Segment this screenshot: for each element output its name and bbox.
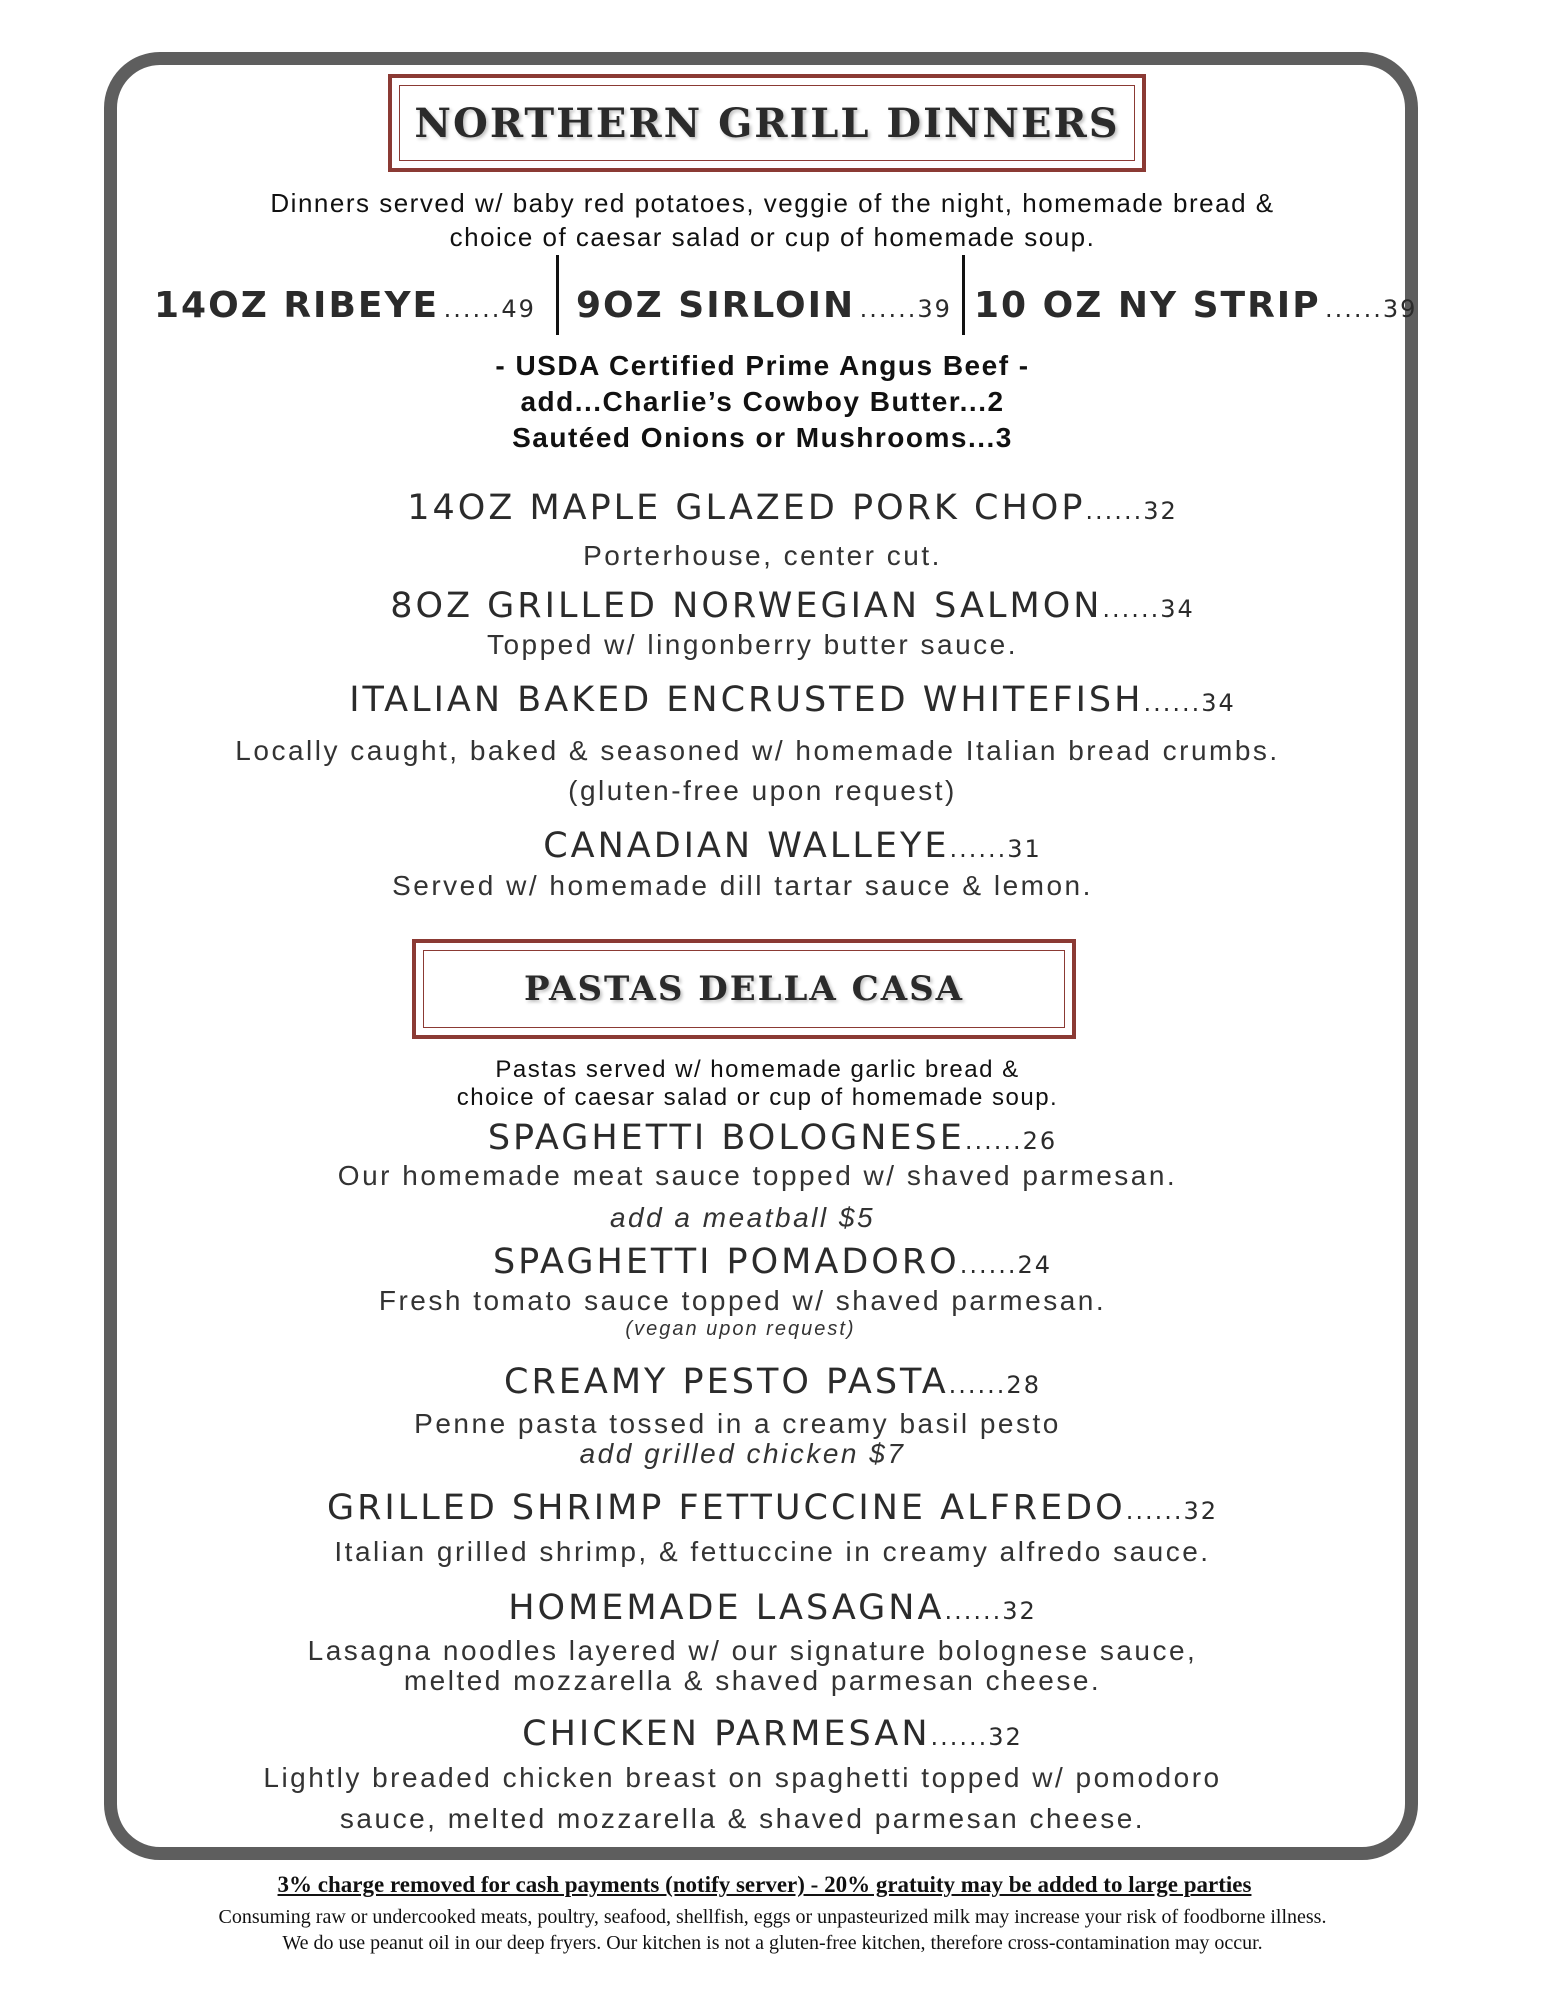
- dinners-intro: [0, 186, 1545, 254]
- item-price: ......32: [1125, 1497, 1218, 1525]
- item-price: ......26: [964, 1127, 1058, 1155]
- dinners-heading: NORTHERN GRILL DINNERS: [414, 99, 1120, 147]
- item-desc-2: melted mozzarella & shaved parmesan cheese.: [403, 1665, 1102, 1696]
- steak-ny-strip: [974, 285, 1417, 326]
- beef-note: - USDA Certified Prime Angus Beef -: [495, 350, 1030, 381]
- item-name: GRILLED SHRIMP FETTUCCINE ALFREDO: [326, 1488, 1126, 1528]
- item-desc: Penne pasta tossed in a creamy basil pesto: [414, 1408, 1061, 1439]
- menu-item-bolognese: [0, 1118, 1545, 1158]
- item-note: (vegan upon request): [625, 1318, 856, 1340]
- pastas-heading: PASTAS DELLA CASA: [523, 969, 965, 1009]
- item-desc: Porterhouse, center cut.: [583, 540, 942, 571]
- dinners-intro-line1: Dinners served w/ baby red potatoes, veggie of the night, homemade bread &: [270, 188, 1275, 218]
- addon-onions: Sautéed Onions or Mushrooms...3: [512, 422, 1013, 453]
- item-name: 8OZ GRILLED NORWEGIAN SALMON: [390, 586, 1103, 626]
- warning-peanut-oil: We do use peanut oil in our deep fryers. Our kitchen is not a gluten-free kitchen, therefore cross-contamination may occur.: [282, 1932, 1263, 1954]
- cash-note: 3% charge removed for cash payments (notify server) - 20% gratuity may be added to large parties: [277, 1872, 1252, 1897]
- warning-foodborne: Consuming raw or undercooked meats, poultry, seafood, shellfish, eggs or unpasteurized milk may increase your risk of foodborne illness.: [218, 1906, 1327, 1928]
- steak-price: ......39: [1325, 295, 1418, 323]
- item-desc-note: (gluten-free upon request): [568, 775, 957, 806]
- steak-divider: [962, 255, 965, 335]
- pastas-heading-box: [412, 939, 1076, 1039]
- menu-item-walleye: [20, 826, 1545, 866]
- beef-notes: [0, 348, 1535, 456]
- menu-item-alfredo: [0, 1488, 1545, 1528]
- menu-item-pomadoro: [0, 1242, 1545, 1282]
- menu-item-salmon: [20, 586, 1545, 626]
- item-price: ......32: [1085, 497, 1178, 525]
- steak-name: 10 OZ NY STRIP: [974, 285, 1321, 326]
- item-desc: Lightly breaded chicken breast on spaghetti topped w/ pomodoro: [263, 1762, 1222, 1793]
- item-note: add a meatball $5: [609, 1202, 876, 1233]
- item-price: ......28: [948, 1371, 1041, 1399]
- item-desc: Lasagna noodles layered w/ our signature bolognese sauce,: [307, 1635, 1198, 1666]
- item-price: ......32: [944, 1597, 1037, 1625]
- item-price: ......24: [959, 1251, 1053, 1279]
- item-price: ......34: [1143, 689, 1236, 717]
- menu-item-lasagna: [0, 1588, 1545, 1628]
- item-desc-2: sauce, melted mozzarella & shaved parmesan cheese.: [339, 1803, 1146, 1834]
- steak-row: [148, 255, 1418, 335]
- steak-ribeye: [154, 285, 536, 326]
- steak-name: 14OZ RIBEYE: [154, 285, 440, 326]
- item-price: ......31: [949, 835, 1042, 863]
- menu-item-pesto: [0, 1362, 1545, 1402]
- menu-item-pork-chop: [20, 488, 1545, 528]
- menu-item-whitefish: [20, 680, 1545, 720]
- steak-divider: [556, 255, 559, 335]
- item-price: ......34: [1102, 595, 1195, 623]
- item-name: 14OZ MAPLE GLAZED PORK CHOP: [407, 488, 1086, 528]
- item-desc: Locally caught, baked & seasoned w/ homemade Italian bread crumbs.: [235, 735, 1280, 766]
- item-name: SPAGHETTI BOLOGNESE: [487, 1118, 965, 1158]
- item-note: add grilled chicken $7: [579, 1438, 906, 1469]
- item-name: SPAGHETTI POMADORO: [492, 1242, 960, 1282]
- item-price: ......32: [930, 1723, 1023, 1751]
- menu-item-chicken-parmesan: [0, 1714, 1545, 1754]
- steak-price: ......49: [443, 295, 536, 323]
- item-name: CHICKEN PARMESAN: [522, 1714, 931, 1754]
- pastas-intro-line1: Pastas served w/ homemade garlic bread &: [495, 1056, 1020, 1083]
- pastas-intro: [0, 1056, 1530, 1112]
- dinners-intro-line2: choice of caesar salad or cup of homemade soup.: [449, 222, 1096, 252]
- item-name: ITALIAN BAKED ENCRUSTED WHITEFISH: [349, 680, 1144, 720]
- item-desc: Our homemade meat sauce topped w/ shaved parmesan.: [337, 1160, 1178, 1191]
- dinners-heading-box: [388, 74, 1146, 172]
- item-desc: Served w/ homemade dill tartar sauce & lemon.: [392, 870, 1093, 901]
- item-name: CREAMY PESTO PASTA: [504, 1362, 949, 1402]
- item-desc: Topped w/ lingonberry butter sauce.: [486, 629, 1019, 660]
- steak-name: 9OZ SIRLOIN: [576, 285, 856, 326]
- pastas-intro-line2: choice of caesar salad or cup of homemade soup.: [456, 1084, 1059, 1111]
- item-name: CANADIAN WALLEYE: [543, 826, 950, 866]
- item-desc: Italian grilled shrimp, & fettuccine in creamy alfredo sauce.: [334, 1536, 1211, 1567]
- steak-sirloin: [576, 285, 952, 326]
- addon-butter: add...Charlie’s Cowboy Butter...2: [520, 386, 1005, 417]
- steak-price: ......39: [859, 295, 952, 323]
- item-name: HOMEMADE LASAGNA: [508, 1588, 945, 1628]
- item-desc: Fresh tomato sauce topped w/ shaved parmesan.: [378, 1285, 1107, 1316]
